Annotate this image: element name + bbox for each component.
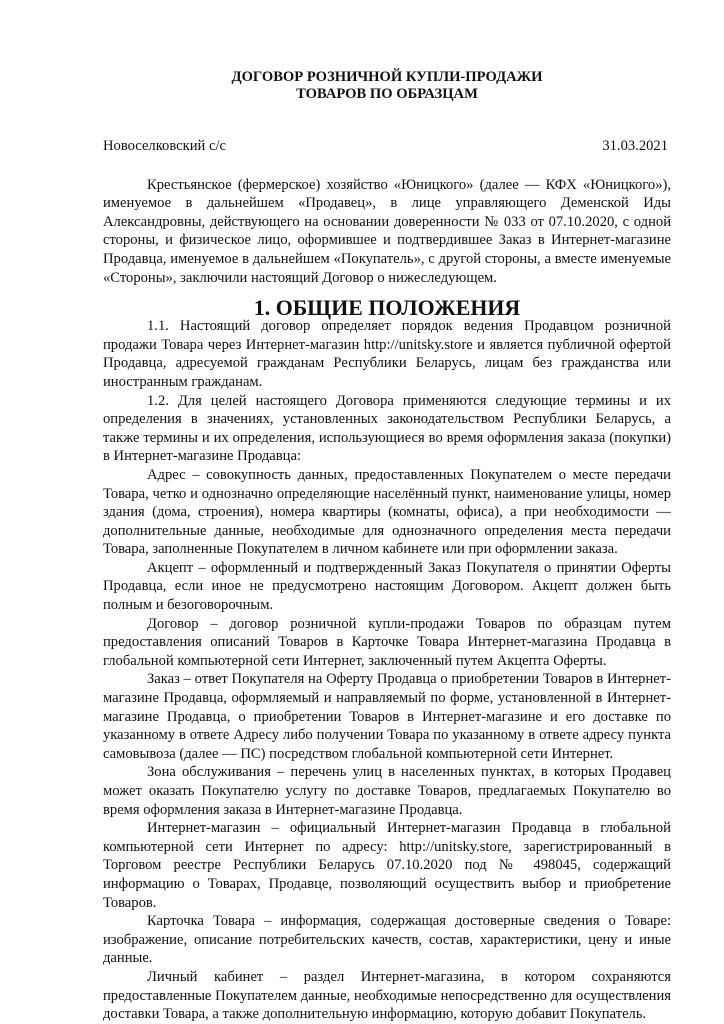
place-of-signing: Новоселковский с/с [103, 138, 226, 154]
title-line-1: ДОГОВОР РОЗНИЧНОЙ КУПЛИ-ПРОДАЖИ [231, 69, 543, 85]
definition-service-zone: Зона обслуживания – перечень улиц в населенных пунктах, в которых Продавец может оказать Покупателю услугу по доставке Товаров, предлагаемых Покупателю во время оформления заказа в Интернет-магазине Продавца. [103, 764, 671, 818]
clause-1-2: 1.2. Для целей настоящего Договора применяются следующие термины и их определения в значениях, установленных законодательством Республики Беларусь, а также термины и их определения, использующиеся во время оформления заказа (покупки) в Интернет-магазине Продавца: [103, 392, 671, 465]
document-date: 31.03.2021 [602, 138, 668, 154]
title-line-2: ТОВАРОВ ПО ОБРАЗЦАМ [296, 86, 478, 102]
definition-product-card: Карточка Товара – информация, содержащая достоверные сведения о Товаре: изображение, описание потребительских качеств, состав, характеристики, цену и иные данные. [103, 913, 671, 967]
definition-order: Заказ – ответ Покупателя на Оферту Продавца о приобретении Товаров в Интернет-магазине Продавца, оформляемый и направляемый по форме, установленной в Интернет-магазине Продавца, о приобретении Товаров в Интернет-магазине и его доставке по указанному в ответе Адресу либо получении Товара по указанному в ответе адресу пункта самовывоза (далее — ПС) посредством глобальной компьютерной сети Интернет. [103, 671, 671, 762]
contract-page [103, 69, 671, 1024]
section-1-heading: 1. ОБЩИЕ ПОЛОЖЕНИЯ [253, 295, 521, 321]
definition-acceptance: Акцепт – оформленный и подтвержденный Заказ Покупателя о принятии Оферты Продавца, если иное не предусмотрено настоящим Договором. Акцепт должен быть полным и безоговорочным. [103, 559, 671, 614]
place-date-row [103, 137, 671, 156]
document-title [103, 69, 671, 103]
definition-online-store: Интернет-магазин – официальный Интернет-магазин Продавца в глобальной компьютерной сети Интернет по адресу: http://unitsky.store, зарегистрированный в Торговом реестре Республики Беларусь 07.10.2020 под № 498045, содержащий информацию о Товарах, Продавце, позволяющий осуществить выбор и приобретение Товаров. [103, 820, 671, 911]
definition-address: Адрес – совокупность данных, предоставленных Покупателем о месте передачи Товара, четко и однозначно определяющие населённый пункт, наименование улицы, номер здания (дома, строения), номера квартиры (комнаты, офиса), а при необходимости — дополнительные данные, необходимые для однозначного определения места передачи Товара, заполненные Покупателем в личном кабинете или при оформлении заказа. [103, 466, 671, 558]
preamble-paragraph: Крестьянское (фермерское) хозяйство «Юницкого» (далее — КФХ «Юницкого»), именуемое в дальнейшем «Продавец», в лице управляющего Деменской Иды Александровны, действующего на основании доверенности № 033 от 07.10.2020, с одной стороны, и физическое лицо, оформившее и подтвердившее Заказ в Интернет-магазине Продавца, именуемое в дальнейшем «Покупатель», с другой стороны, а вместе именуемые «Стороны», заключили настоящий Договор о нижеследующем. [103, 176, 671, 286]
definition-contract: Договор – договор розничной купли-продажи Товаров по образцам путем предоставления описаний Товаров в Карточке Товара Интернет-магазина Продавца в глобальной компьютерной сети Интернет, заключенный путем Акцепта Оферты. [103, 615, 671, 669]
definition-personal-account: Личный кабинет – раздел Интернет-магазина, в котором сохраняются предоставленные Покупателем данные, необходимые непосредственно для осуществления доставки Товара, а также дополнительную информацию, которую добавит Покупатель. [103, 968, 671, 1023]
clause-1-1: 1.1. Настоящий договор определяет порядок ведения Продавцом розничной продажи Товара через Интернет-магазин http://unitsky.store и является публичной офертой Продавца, адресуемой гражданам Республики Беларусь, лицам без гражданства или иностранным гражданам. [103, 318, 671, 390]
